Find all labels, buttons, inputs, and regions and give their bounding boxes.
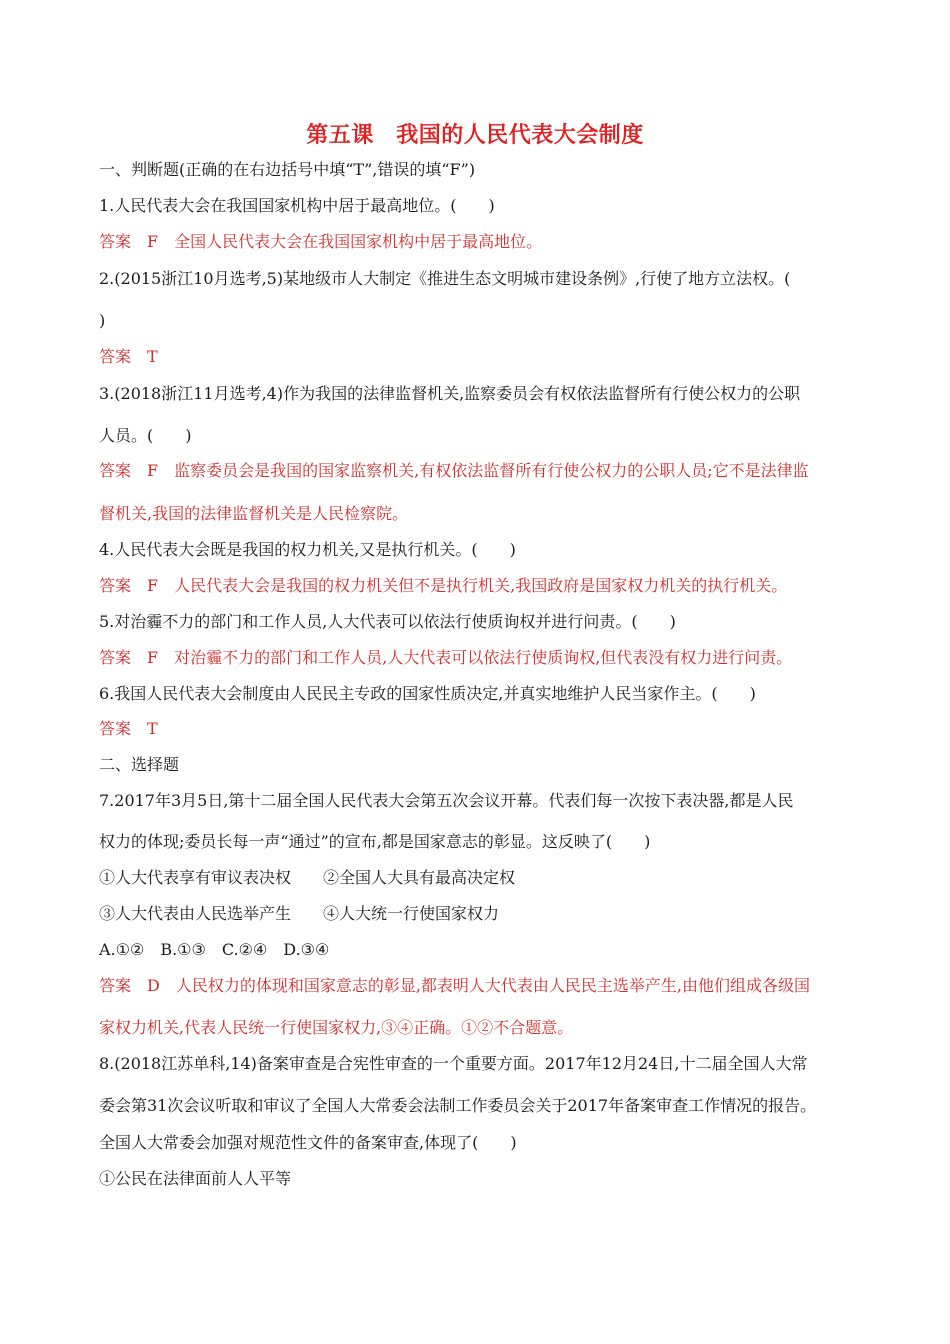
answer-line: 答案 F 对治霾不力的部门和工作人员,人大代表可以依法行使质询权,但代表没有权力进行问责。 xyxy=(99,648,793,667)
question-line: A.①② B.①③ C.②④ D.③④ xyxy=(99,940,330,959)
answer-line: 答案 F 监察委员会是我国的国家监察机关,有权依法监督所有行使公权力的公职人员;它不是法律监 xyxy=(99,461,809,480)
question-line: 8.(2018江苏单科,14)备案审查是合宪性审查的一个重要方面。2017年12月24日,十二届全国人大常 xyxy=(99,1054,808,1073)
answer-line: 督机关,我国的法律监督机关是人民检察院。 xyxy=(99,504,409,523)
question-line: 6.我国人民代表大会制度由人民民主专政的国家性质决定,并真实地维护人民当家作主。( ) xyxy=(99,684,756,703)
answer-line: 答案 F 全国人民代表大会在我国国家机构中居于最高地位。 xyxy=(99,232,543,251)
question-line: 一、判断题(正确的在右边括号中填“T”,错误的填“F”) xyxy=(99,160,476,179)
question-line: 1.人民代表大会在我国国家机构中居于最高地位。( ) xyxy=(99,196,495,215)
question-line: 二、选择题 xyxy=(99,755,180,774)
question-line: 权力的体现;委员长每一声“通过”的宣布,都是国家意志的彰显。这反映了( ) xyxy=(99,832,651,851)
question-line: ①公民在法律面前人人平等 xyxy=(99,1169,292,1188)
question-line: 委会第31次会议听取和审议了全国人大常委会法制工作委员会关于2017年备案审查工作情况的报告。 xyxy=(99,1096,817,1115)
answer-line: 答案 T xyxy=(99,719,158,738)
question-line: 4.人民代表大会既是我国的权力机关,又是执行机关。( ) xyxy=(99,540,516,559)
question-line: 5.对治霾不力的部门和工作人员,人大代表可以依法行使质询权并进行问责。( ) xyxy=(99,612,676,631)
question-line: 7.2017年3月5日,第十二届全国人民代表大会第五次会议开幕。代表们每一次按下表决器,都是人民 xyxy=(99,791,794,810)
answer-line: 答案 D 人民权力的体现和国家意志的彰显,都表明人大代表由人民民主选举产生,由他们组成各级国 xyxy=(99,976,811,995)
question-line: ) xyxy=(99,311,106,330)
question-line: ①人大代表享有审议表决权 ②全国人大具有最高决定权 xyxy=(99,868,516,887)
question-line: 3.(2018浙江11月选考,4)作为我国的法律监督机关,监察委员会有权依法监督所有行使公权力的公职 xyxy=(99,384,801,403)
question-line: ③人大代表由人民选举产生 ④人大统一行使国家权力 xyxy=(99,904,500,923)
page-title: 第五课 我国的人民代表大会制度 xyxy=(306,123,644,148)
question-line: 2.(2015浙江10月选考,5)某地级市人大制定《推进生态文明城市建设条例》,行使了地方立法权。( xyxy=(99,269,791,288)
answer-line: 答案 T xyxy=(99,347,158,366)
answer-line: 答案 F 人民代表大会是我国的权力机关但不是执行机关,我国政府是国家权力机关的执行机关。 xyxy=(99,576,788,595)
answer-line: 家权力机关,代表人民统一行使国家权力,③④正确。①②不合题意。 xyxy=(99,1018,574,1037)
question-line: 人员。( ) xyxy=(99,426,192,445)
question-line: 全国人大常委会加强对规范性文件的备案审查,体现了( ) xyxy=(99,1133,517,1152)
